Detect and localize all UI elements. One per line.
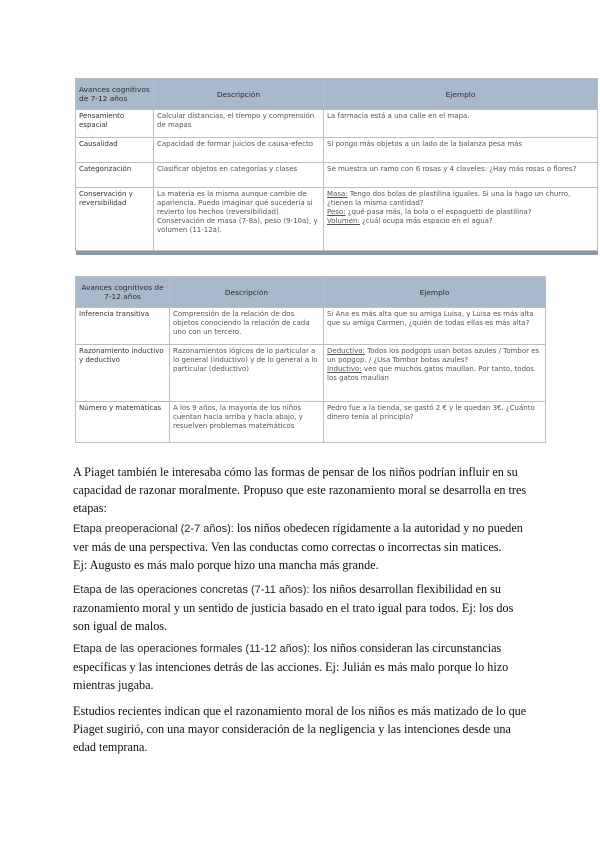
description-cell: Comprensión de la relación de dos objetos conociendo la relación de cada uno con un tercero. (170, 308, 324, 345)
table-row (76, 345, 546, 402)
stage-example: Ej: Augusto es más malo porque hizo una mancha más grande. (73, 558, 379, 572)
table-row (76, 110, 598, 138)
stage-paragraph-concrete (73, 580, 533, 635)
table-row (76, 308, 546, 345)
column-header: Ejemplo (324, 79, 598, 110)
cognitive-advances-table-2 (75, 276, 546, 443)
example-text: Tengo dos bolas de plastilina iguales. Si una la hago un churro, ¿tienen la misma cantidad? (327, 190, 571, 207)
example-label: Volumen: (327, 217, 360, 225)
column-header: Avances cognitivos de 7-12 años (76, 79, 154, 110)
example-text: ¿cuál ocupa más espacio en el agua? (359, 217, 493, 225)
category-cell: Categorización (76, 163, 154, 188)
table-header-row (76, 79, 598, 110)
table-row (76, 163, 598, 188)
category-cell: Inferencia transitiva (76, 308, 170, 345)
example-text: ¿qué pasa más, la bola o el espaguetti de plastilina? (345, 208, 532, 216)
category-cell: Número y matemáticas (76, 402, 170, 443)
example-cell: La farmacia está a una calle en el mapa. (324, 110, 598, 138)
example-cell: Se muestra un ramo con 6 rosas y 4 claveles: ¿Hay más rosas o flores? (324, 163, 598, 188)
example-cell: Pedro fue a la tienda, se gastó 2 € y le quedan 3€. ¿Cuánto dinero tenía al principio? (324, 402, 546, 443)
example-cell: Si pongo más objetos a un lado de la balanza pesa más (324, 138, 598, 163)
stage-title: Etapa de las operaciones concretas (7-11 años): (73, 584, 310, 596)
example-label: Peso: (327, 208, 346, 216)
category-cell: Causalidad (76, 138, 154, 163)
stage-title: Etapa preoperacional (2-7 años): (73, 523, 234, 535)
cognitive-advances-table-1 (75, 78, 598, 255)
category-cell: Conservación y reversibilidad (76, 188, 154, 251)
example-label: Deductivo: (327, 347, 365, 355)
example-cell: Si Ana es más alta que su amiga Luisa, y Luisa es más alta que su amiga Carmen, ¿quién de todas ellas es más alta? (324, 308, 546, 345)
description-cell: Clasificar objetos en categorías y clases (154, 163, 324, 188)
stage-title: Etapa de las operaciones formales (11-12 años): (73, 643, 311, 655)
table-row (76, 402, 546, 443)
conclusion-paragraph: Estudios recientes indican que el razonamiento moral de los niños es más matizado de lo que Piaget sugirió, con una mayor consideración de la negligencia y las intenciones desde una edad temprana. (73, 704, 527, 754)
description-cell: A los 9 años, la mayoría de los niños cuentan hacia arriba y hacia abajo, y resuelven problemas matemáticos (170, 402, 324, 443)
table-header-row (76, 277, 546, 308)
description-cell: Capacidad de formar juicios de causa-efecto (154, 138, 324, 163)
stage-paragraph-formal (73, 639, 533, 694)
description-cell: Calcular distancias, el tiempo y comprensión de mapas (154, 110, 324, 138)
table-row (76, 188, 598, 251)
example-label: Inductivo: (327, 365, 362, 373)
intro-paragraph: A Piaget también le interesaba cómo las formas de pensar de los niños podrían influir en su capacidad de razonar moralmente. Propuso que este razonamiento moral se desarrolla en tres etapas: (73, 465, 527, 515)
example-cell (324, 345, 546, 402)
example-text: veo que muchos gatos maullan. Por tanto, todos los gatos maullan (327, 365, 534, 382)
column-header: Ejemplo (324, 277, 546, 308)
stage-paragraph-preoperational (73, 519, 533, 574)
description-cell: La materia es la misma aunque cambie de apariencia. Puedo imaginar qué sucedería si revierto los hechos (reversibilidad). Conservación de masa (7-8a), peso (9-10a), y volumen (11-12a). (154, 188, 324, 251)
column-header: Descripción (154, 79, 324, 110)
stage-text: los niños consideran las circunstancias específicas y las intenciones detrás de las acciones. Ej: Julián es más malo porque lo hizo mientras jugaba. (73, 641, 509, 692)
category-cell: Pensamiento espacial (76, 110, 154, 138)
table-row (76, 138, 598, 163)
stage-text: los niños obedecen rígidamente a la autoridad y no pueden ver más de una perspectiva. Ven las conductas como correctas o incorrectas sin matices. (73, 521, 523, 554)
column-header: Avances cognitivos de 7-12 años (76, 277, 170, 308)
category-cell: Razonamiento inductivo y deductivo (76, 345, 170, 402)
table-bottom-bar (76, 251, 598, 256)
example-text: Todos los podgops usan botas azules / Tombor es un popgop. / ¿Usa Tombor botas azules? (327, 347, 540, 364)
column-header: Descripción (170, 277, 324, 308)
example-label: Masa: (327, 190, 348, 198)
stage-text: los niños desarrollan flexibilidad en su razonamiento moral y un sentido de justicia basado en el trato igual para todos. Ej: los dos son igual de malos. (73, 582, 514, 633)
description-cell: Razonamientos lógicos de lo particular a lo general (inductivo) y de lo general a lo particular (deductivo) (170, 345, 324, 402)
example-cell (324, 188, 598, 251)
